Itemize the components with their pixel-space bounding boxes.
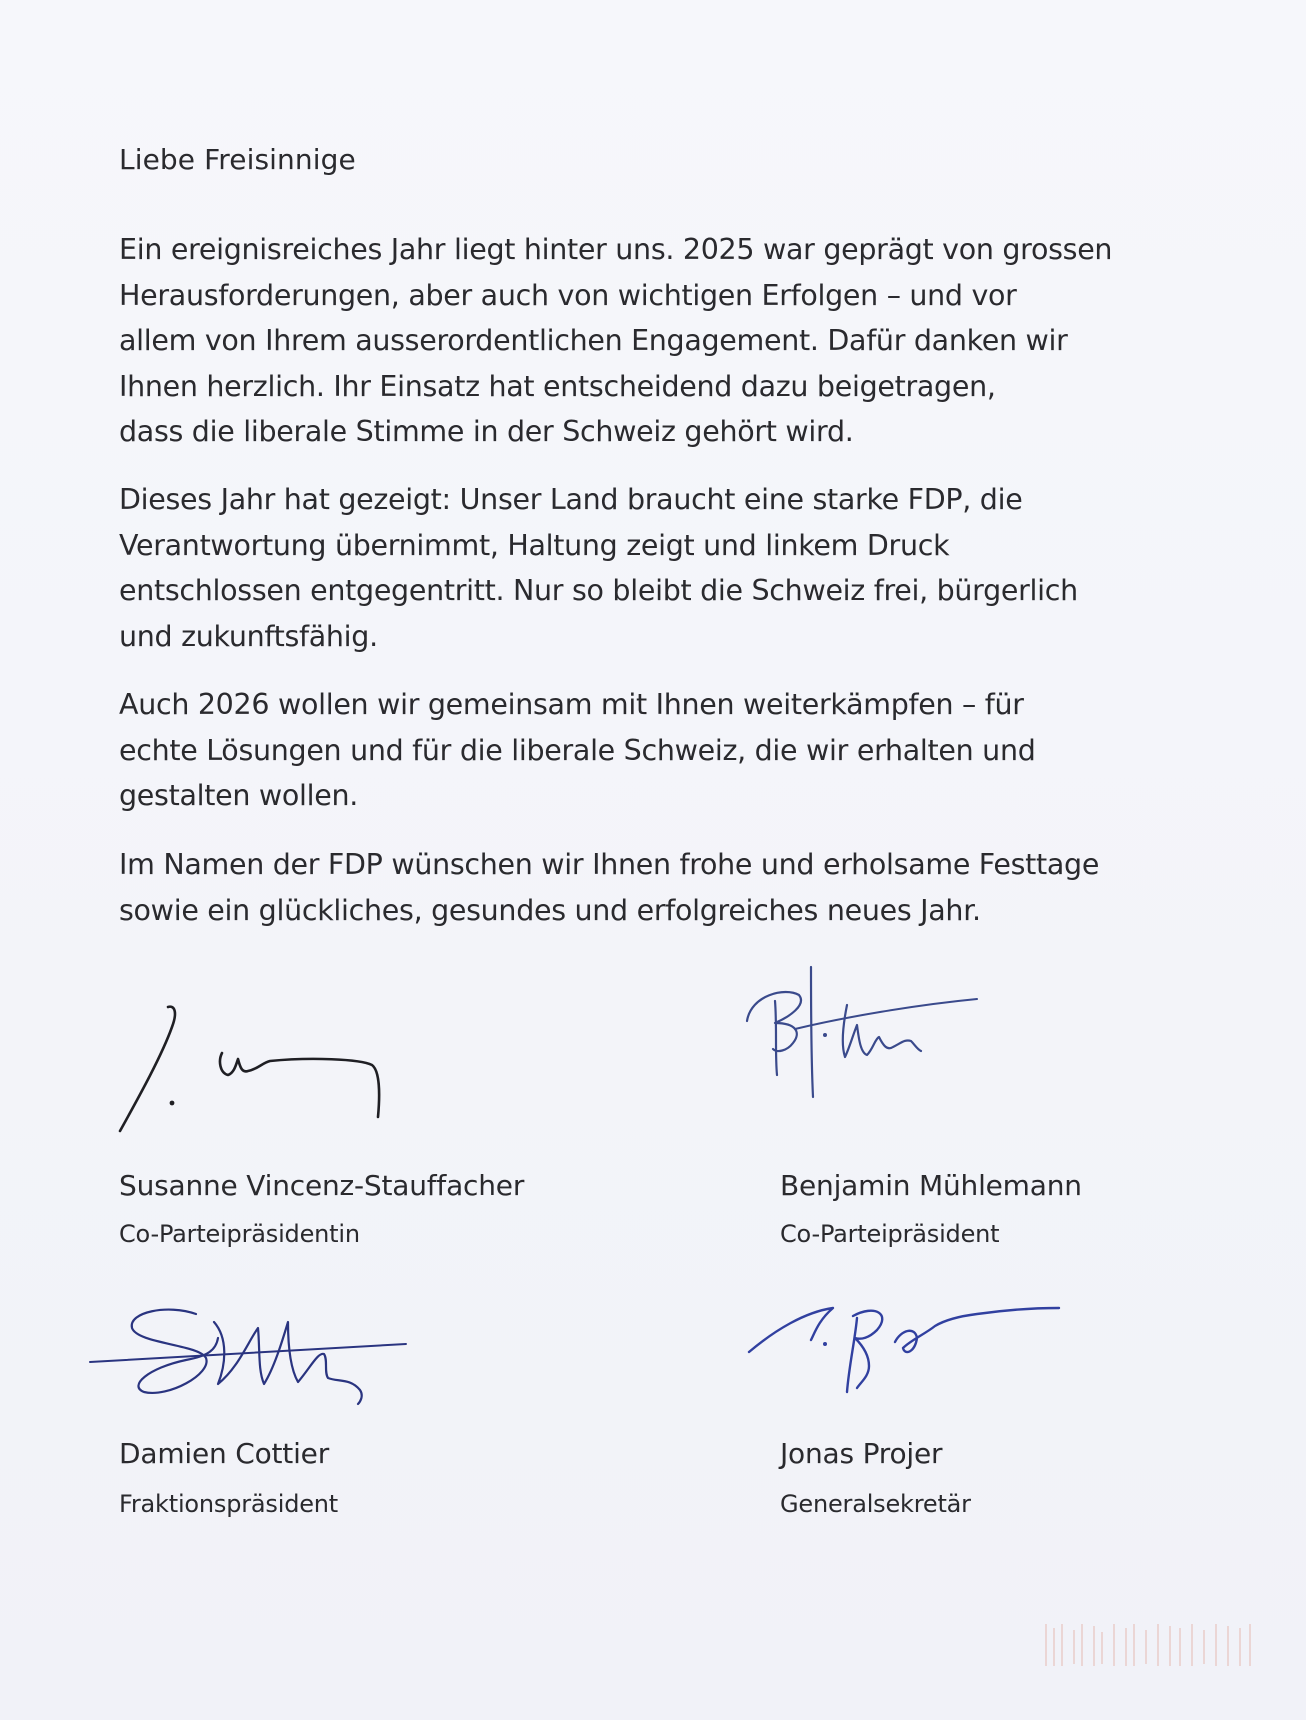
- signature-dot: [170, 1101, 175, 1106]
- paragraph-line: echte Lösungen und für die liberale Schweiz, die wir erhalten und: [119, 733, 1036, 767]
- signature-stroke: [843, 1005, 921, 1057]
- paragraph-2: [119, 477, 1239, 659]
- paragraph-1: [119, 227, 1239, 455]
- signature-stroke: [132, 1310, 218, 1393]
- signatory-name: Benjamin Mühlemann: [780, 1169, 1082, 1202]
- signatory-name: Damien Cottier: [119, 1437, 330, 1470]
- paragraph-line: dass die liberale Stimme in der Schweiz gehört wird.: [119, 415, 854, 448]
- signature-stroke: [847, 1311, 882, 1392]
- signature-dot: [823, 1033, 827, 1037]
- paragraph-line: Ihnen herzlich. Ihr Einsatz hat entscheidend dazu beigetragen,: [119, 369, 996, 403]
- signature-vincenz-stauffacher: [110, 995, 430, 1145]
- signature-stroke: [811, 967, 813, 1097]
- greeting: Liebe Freisinnige: [119, 143, 356, 176]
- paragraph-line: Auch 2026 wollen wir gemeinsam mit Ihnen weiterkämpfen – für: [119, 688, 1024, 721]
- signatory-role: Fraktionspräsident: [119, 1490, 339, 1518]
- paragraph-line: Herausforderungen, aber auch von wichtigen Erfolgen – und vor: [119, 278, 1017, 312]
- signature-stroke: [120, 1007, 175, 1131]
- signature-stroke: [220, 1053, 379, 1117]
- signature-stroke: [795, 999, 977, 1029]
- bleed-through-mark: [1040, 1620, 1260, 1670]
- paragraph-4: [119, 842, 1239, 933]
- paragraph-line: entschlossen entgegentritt. Nur so bleibt die Schweiz frei, bürgerlich: [119, 574, 1078, 607]
- paragraph-line: sowie ein glückliches, gesundes und erfolgreiches neues Jahr.: [119, 893, 981, 927]
- signatory-role: Generalsekretär: [780, 1490, 971, 1518]
- paragraph-line: gestalten wollen.: [119, 779, 359, 812]
- paragraph-line: allem von Ihrem ausserordentlichen Engagement. Dafür danken wir: [119, 324, 1068, 357]
- paragraph-line: Im Namen der FDP wünschen wir Ihnen frohe und erholsame Festtage: [119, 848, 1100, 881]
- signature-stroke: [749, 1308, 833, 1352]
- signature-muehlemann: [745, 965, 1005, 1135]
- signature-dot: [823, 1342, 827, 1346]
- signatory-role: Co-Parteipräsidentin: [119, 1220, 360, 1248]
- signatory-name: Jonas Projer: [780, 1437, 943, 1470]
- paragraph-line: und zukunftsfähig.: [119, 619, 378, 653]
- signature-projer: [745, 1300, 1065, 1410]
- signatory-name: Susanne Vincenz-Stauffacher: [119, 1169, 525, 1202]
- signatory-role: Co-Parteipräsident: [780, 1220, 1000, 1248]
- signature-stroke: [895, 1308, 1059, 1352]
- paragraph-3: [119, 682, 1239, 819]
- signature-stroke: [747, 992, 801, 1075]
- signature-stroke: [214, 1322, 362, 1404]
- paragraph-line: Verantwortung übernimmt, Haltung zeigt und linkem Druck: [119, 528, 950, 562]
- paragraph-line: Dieses Jahr hat gezeigt: Unser Land braucht eine starke FDP, die: [119, 483, 1023, 516]
- paragraph-line: Ein ereignisreiches Jahr liegt hinter uns. 2025 war geprägt von grossen: [119, 233, 1113, 266]
- signature-cottier: [88, 1298, 428, 1418]
